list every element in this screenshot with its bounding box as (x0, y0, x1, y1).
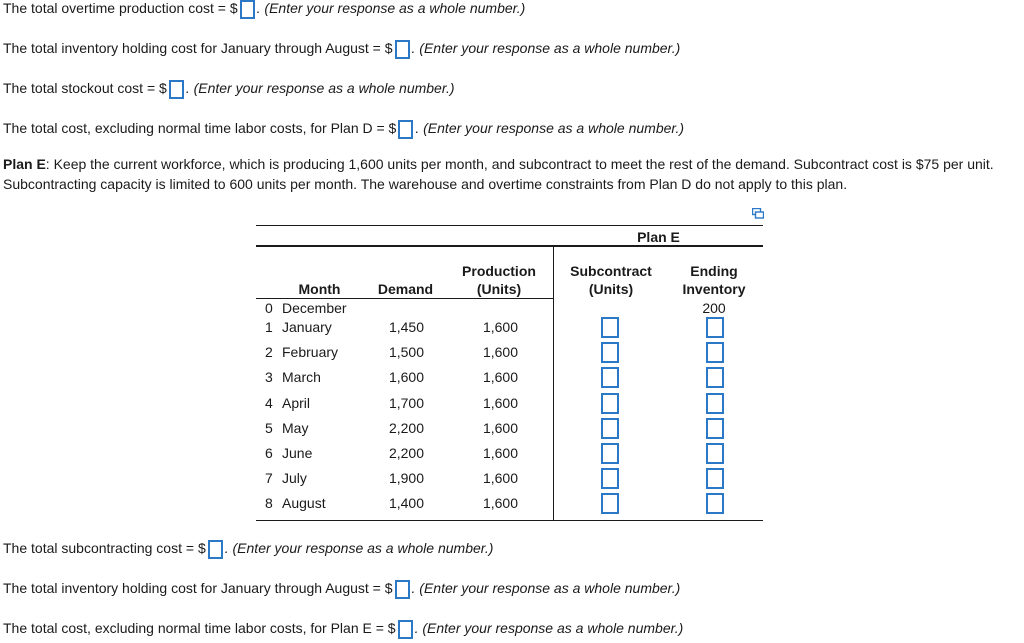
answer-input-total-cost-plan-d[interactable] (398, 120, 413, 139)
header-production-line1: Production (462, 263, 536, 279)
row-month-name: March (282, 369, 321, 386)
plan-e-text: : Keep the current workforce, which is producing 1,600 units per month, and subcontract to meet the rest of the demand. Subcontract cost is $75 per unit. Subcontracting capacity is limited to 600 units per month. The warehouse and overtime constraints from Plan D do not apply to this plan. (3, 156, 994, 192)
question-hint: . (Enter your response as a whole number.) (411, 40, 681, 56)
copy-table-icon[interactable] (752, 208, 764, 219)
header-demand: Demand (377, 281, 434, 297)
question-hint: . (Enter your response as a whole number.) (414, 620, 684, 636)
row-month-name: January (282, 319, 332, 335)
row-production: 1,600 (482, 419, 518, 436)
question-hint: . (Enter your response as a whole number.) (224, 540, 494, 556)
question-overtime-cost (3, 0, 525, 19)
subcontract-input[interactable] (601, 443, 619, 464)
question-holding-cost-plan-e (3, 579, 680, 599)
ending-inventory-input[interactable] (706, 418, 724, 439)
plan-e-label: Plan E (3, 156, 46, 172)
row-production: 1,600 (482, 319, 518, 335)
question-text: The total cost, excluding normal time labor costs, for Plan E = $ (3, 620, 396, 636)
row-demand: 1,500 (388, 344, 424, 361)
row-production: 1,600 (482, 445, 518, 461)
row-demand: 2,200 (388, 419, 424, 436)
group-header-plan-e: Plan E (637, 229, 680, 245)
subcontract-input[interactable] (601, 342, 619, 363)
question-total-cost-plan-e (3, 619, 683, 639)
ending-inventory-input[interactable] (706, 342, 724, 363)
answer-input-stockout-cost[interactable] (169, 80, 184, 99)
question-text: The total inventory holding cost for January through August = $ (3, 580, 393, 596)
row-demand: 1,600 (388, 369, 424, 386)
subcontract-input[interactable] (601, 493, 619, 514)
question-stockout-cost (3, 79, 455, 99)
row-demand: 1,450 (388, 319, 424, 335)
subcontract-input[interactable] (601, 317, 619, 338)
subcontract-input[interactable] (601, 367, 619, 388)
header-ending-line1: Ending (690, 263, 738, 279)
header-subcontract-line2: (Units) (588, 281, 634, 297)
question-hint: . (Enter your response as a whole number.) (415, 120, 685, 136)
subcontract-input[interactable] (601, 393, 619, 414)
row-production: 1,600 (482, 394, 518, 411)
row-production: 1,600 (482, 344, 518, 361)
subcontract-input[interactable] (601, 418, 619, 439)
row-month-number: 8 (265, 495, 273, 512)
row-production: 1,600 (482, 369, 518, 386)
row-month-name: May (282, 419, 309, 436)
plan-e-description (3, 154, 1019, 194)
row-demand: 1,400 (388, 495, 424, 512)
row-month-number: 4 (265, 394, 273, 411)
answer-input-holding-cost-plan-e[interactable] (395, 580, 410, 599)
header-production-line2: (Units) (476, 281, 522, 297)
row-month-name: June (282, 445, 313, 461)
subcontract-input[interactable] (601, 468, 619, 489)
ending-inventory-input[interactable] (706, 317, 724, 338)
question-text: The total stockout cost = $ (3, 80, 167, 96)
row-production: 1,600 (482, 495, 518, 512)
header-subcontract-line1: Subcontract (570, 263, 652, 279)
ending-inventory-input[interactable] (706, 468, 724, 489)
row-month-name: February (282, 344, 339, 361)
question-text: The total subcontracting cost = $ (3, 540, 206, 556)
answer-input-subcontracting-cost[interactable] (208, 540, 223, 559)
row-production: 1,600 (482, 470, 518, 487)
ending-inventory-input[interactable] (706, 493, 724, 514)
question-subcontracting-cost (3, 539, 493, 559)
question-text: The total cost, excluding normal time labor costs, for Plan D = $ (3, 120, 397, 136)
question-hint: . (Enter your response as a whole number.) (256, 0, 526, 16)
row-month-number: 2 (265, 344, 273, 361)
row-month-number: 0 (265, 300, 273, 316)
question-text: The total inventory holding cost for January through August = $ (3, 40, 393, 56)
row-month-number: 1 (265, 319, 273, 335)
row-demand: 1,900 (388, 470, 424, 487)
row-month-number: 5 (265, 419, 273, 436)
answer-input-total-cost-plan-e[interactable] (398, 620, 413, 639)
row-month-number: 6 (265, 445, 273, 461)
header-ending-line2: Inventory (682, 281, 746, 297)
ending-inventory-input[interactable] (706, 393, 724, 414)
question-holding-cost-plan-d (3, 39, 680, 59)
row-month-number: 7 (265, 470, 273, 487)
question-hint: . (Enter your response as a whole number.) (185, 80, 455, 96)
answer-input-holding-cost-plan-d[interactable] (395, 40, 410, 59)
question-text: The total overtime production cost = $ (3, 0, 238, 16)
question-total-cost-plan-d (3, 119, 684, 139)
row-month-name: April (282, 394, 311, 411)
row-demand: 2,200 (388, 445, 424, 461)
row-demand: 1,700 (388, 394, 424, 411)
row-month-name: August (282, 495, 326, 512)
row-month-name: December (282, 300, 347, 316)
header-month: Month (298, 281, 341, 297)
row-month-name: July (282, 470, 307, 487)
ending-inventory-input[interactable] (706, 443, 724, 464)
row-month-number: 3 (265, 369, 273, 386)
plan-e-table (256, 220, 763, 522)
question-hint: . (Enter your response as a whole number.) (411, 580, 681, 596)
initial-ending-inventory: 200 (702, 300, 726, 316)
answer-input-overtime-cost[interactable] (240, 0, 255, 19)
ending-inventory-input[interactable] (706, 367, 724, 388)
